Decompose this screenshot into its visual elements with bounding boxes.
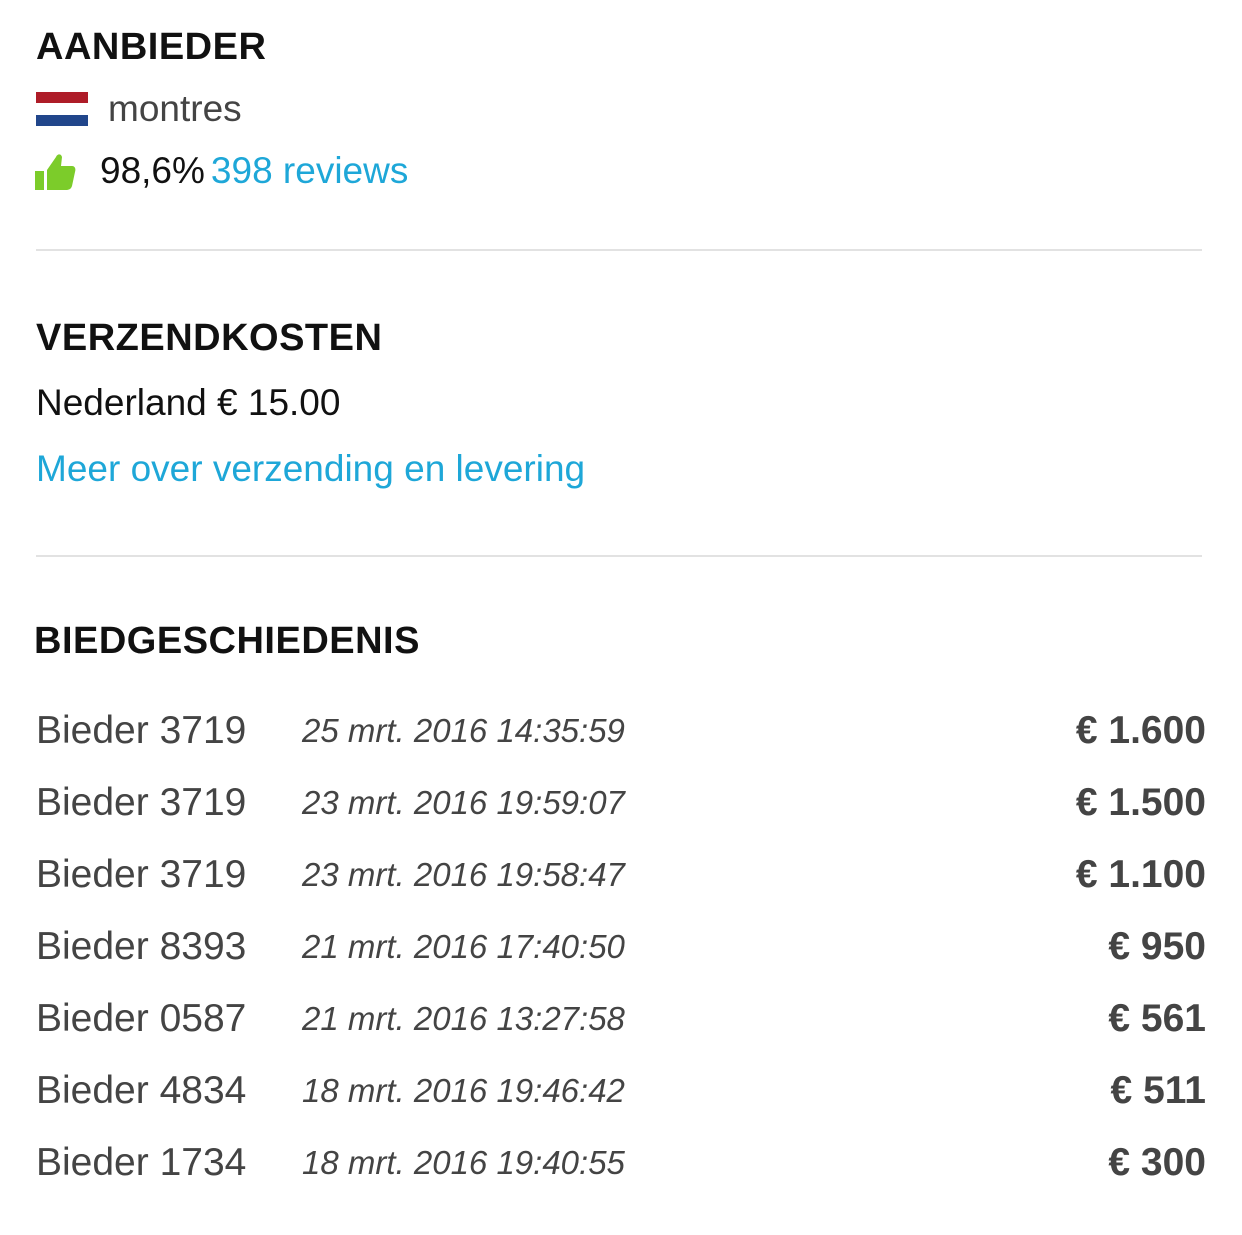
bidder-name: Bieder 8393 xyxy=(36,925,247,968)
bid-row xyxy=(36,695,1206,767)
bid-time: 21 mrt. 2016 17:40:50 xyxy=(302,928,625,965)
bidder-name: Bieder 3719 xyxy=(36,781,247,824)
bid-row xyxy=(36,1127,1206,1199)
seller-info xyxy=(36,88,242,130)
bid-amount: € 1.100 xyxy=(1075,853,1206,896)
bid-history-heading: BIEDGESCHIEDENIS xyxy=(34,620,420,662)
bid-time: 23 mrt. 2016 19:59:07 xyxy=(302,784,625,821)
shipping-heading: VERZENDKOSTEN xyxy=(36,317,383,359)
bid-row xyxy=(36,911,1206,983)
bid-row xyxy=(36,983,1206,1055)
bid-row xyxy=(36,839,1206,911)
bid-amount: € 300 xyxy=(1108,1141,1206,1184)
bid-amount: € 561 xyxy=(1108,997,1206,1040)
shipping-cost: Nederland € 15.00 xyxy=(36,382,341,423)
bidder-name: Bieder 3719 xyxy=(36,853,247,896)
flag-red-stripe xyxy=(36,92,88,103)
thumbs-up-icon xyxy=(34,151,76,191)
bid-time: 18 mrt. 2016 19:46:42 xyxy=(302,1072,625,1109)
bid-time: 21 mrt. 2016 13:27:58 xyxy=(302,1000,625,1037)
bid-time: 23 mrt. 2016 19:58:47 xyxy=(302,856,625,893)
bidder-name: Bieder 4834 xyxy=(36,1069,247,1112)
bid-history-list xyxy=(36,695,1206,1199)
flag-white-stripe xyxy=(36,103,88,114)
bidder-name: Bieder 1734 xyxy=(36,1141,247,1184)
divider xyxy=(36,249,1202,251)
bidder-name: Bieder 3719 xyxy=(36,709,247,752)
divider xyxy=(36,555,1202,557)
bid-amount: € 1.500 xyxy=(1075,781,1206,824)
netherlands-flag-icon xyxy=(36,92,88,126)
rating-percentage: 98,6% xyxy=(100,150,205,191)
seller-rating xyxy=(34,150,408,192)
shipping-info-link[interactable]: Meer over verzending en levering xyxy=(36,448,586,489)
bidder-name: Bieder 0587 xyxy=(36,997,247,1040)
bid-amount: € 950 xyxy=(1108,925,1206,968)
flag-blue-stripe xyxy=(36,115,88,126)
bid-time: 25 mrt. 2016 14:35:59 xyxy=(302,712,625,749)
bid-amount: € 1.600 xyxy=(1075,709,1206,752)
seller-heading: AANBIEDER xyxy=(36,26,267,68)
bid-row xyxy=(36,1055,1206,1127)
reviews-link[interactable]: 398 reviews xyxy=(210,150,409,191)
bid-time: 18 mrt. 2016 19:40:55 xyxy=(302,1144,625,1181)
bid-row xyxy=(36,767,1206,839)
seller-name: montres xyxy=(108,88,242,129)
bid-amount: € 511 xyxy=(1110,1069,1206,1112)
